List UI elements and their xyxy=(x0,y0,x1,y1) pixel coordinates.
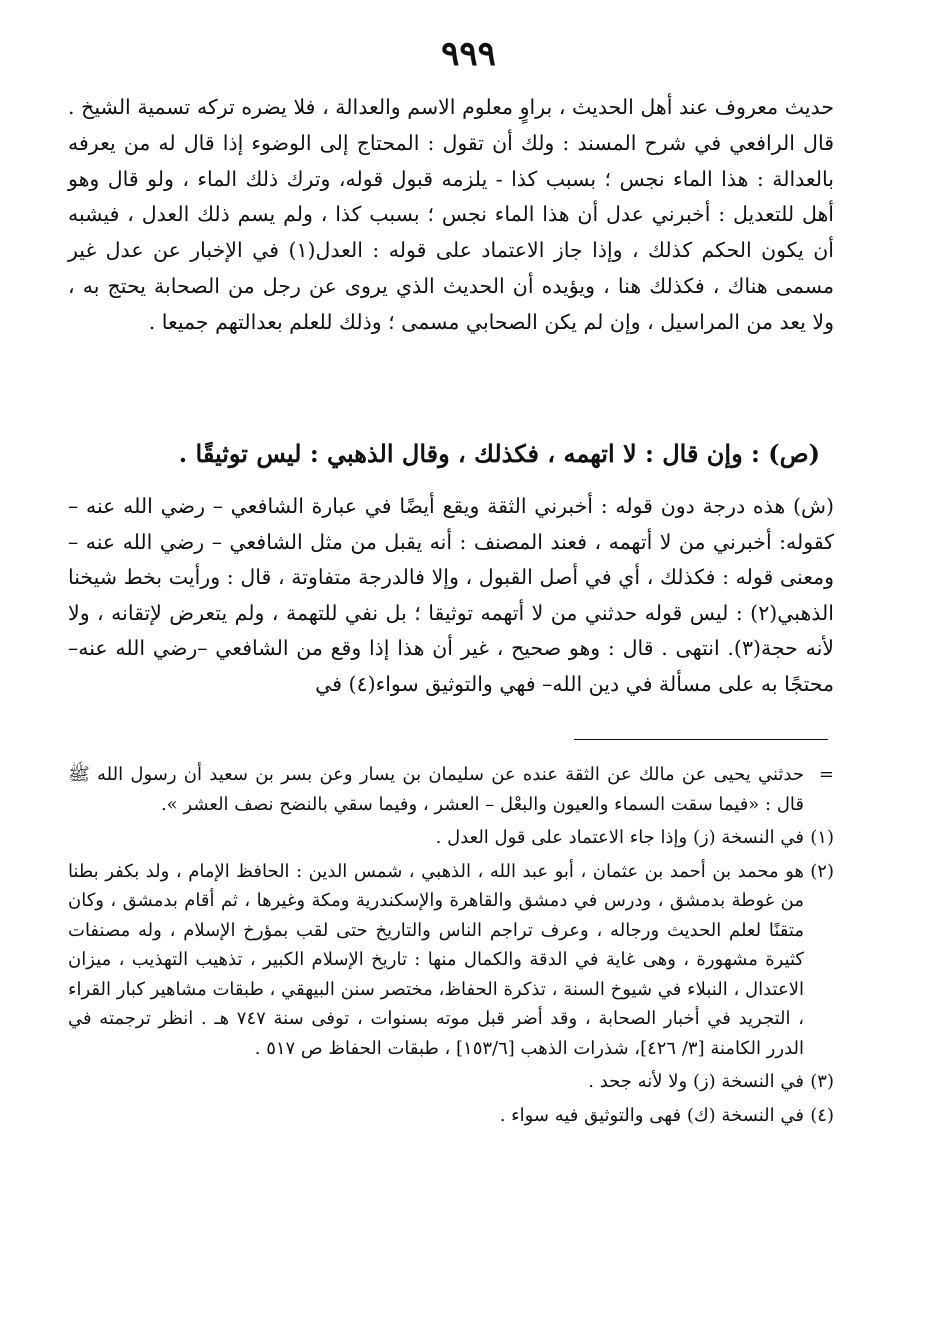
footnote-marker: (٢) xyxy=(810,860,834,882)
footnote-marker: = xyxy=(818,764,834,785)
footnote-3 xyxy=(68,1067,834,1097)
footnote-text: في النسخة (ك) فهى والتوثيق فيه سواء . xyxy=(499,1104,804,1126)
footnote-marker: (٣) xyxy=(810,1071,834,1092)
footnotes xyxy=(68,760,834,1134)
commentary-paragraph: (ش) هذه درجة دون قوله : أخبرني الثقة ويقع أيضًا في عبارة الشافعي – رضي الله عنه – كقوله: أخبرني من لا أتهمه ، فعند المصنف : أنه يقبل من مثل الشافعي – رضي الله عنه – ومعنى قوله : فكذلك ، أي في أصل القبول ، وإلا فالدرجة متفاوتة ، قال : ورأيت بخط شيخنا الذهبي(٢) : ليس قوله حدثني من لا أتهمه توثيقا ؛ بل نفي للتهمة ، ولم يتعرض لإتقانه ، ولا لأنه حجة(٣). انتهى . قال : وهو صحيح ، غير أن هذا إذا وقع من الشافعي –رضي الله عنه– محتجًا به على مسألة في دين الله– فهي والتوثيق سواء(٤) في xyxy=(68,494,834,696)
footnote-marker: (١) xyxy=(810,827,834,848)
footnote-4 xyxy=(68,1101,834,1131)
footnote-marker: (٤) xyxy=(810,1104,834,1126)
footnote-text: حدثني يحيى عن مالك عن الثقة عنده عن سليمان بن يسار وعن بسر بن سعيد أن رسول الله ﷺ قال : «فيما سقت السماء والعيون والبعْل – العشر ، وفيما سقي بالنضح نصف العشر ». xyxy=(68,764,804,815)
footnote-2 xyxy=(68,857,834,1064)
footnote-separator xyxy=(574,739,828,740)
page-number: ٩٩٩ xyxy=(441,34,496,74)
rule-statement: (ص) : وإن قال : لا اتهمه ، فكذلك ، وقال الذهبي : ليس توثيقًا . xyxy=(178,439,820,468)
main-paragraph: حديث معروف عند أهل الحديث ، براوٍ معلوم الاسم والعدالة ، فلا يضره تركه تسمية الشيخ . قال الرافعي في شرح المسند : ولك أن تقول : المحتاج إلى الوضوء إذا قال له من يعرفه بالعدالة : هذا الماء نجس ؛ بسبب كذا - يلزمه قبول قوله، وترك ذلك الماء ، ولو قال وهو أهل للتعديل : أخبرني عدل أن هذا الماء نجس ؛ بسبب كذا ، ولم يسم ذلك العدل ، فيشبه أن يكون الحكم كذلك ، وإذا جاز الاعتماد على قوله : العدل(١) في الإخبار عن عدل غير مسمى هناك ، فكذلك هنا ، ويؤيده أن الحديث الذي يروى عن رجل من الصحابة يحتج به ، ولا يعد من المراسيل ، وإن لم يكن الصحابي مسمى ؛ وذلك للعلم بعدالتهم جميعا . xyxy=(68,95,834,334)
footnote-continuation xyxy=(68,760,834,819)
footnote-text: في النسخة (ز) ولا لأنه جحد . xyxy=(588,1071,804,1092)
footnote-text: في النسخة (ز) وإذا جاء الاعتماد على قول العدل . xyxy=(435,827,804,848)
commentary-text xyxy=(68,489,834,703)
footnote-1 xyxy=(68,823,834,853)
footnote-text: هو محمد بن أحمد بن عثمان ، أبو عبد الله ، الذهبي ، شمس الدين : الحافظ الإمام ، ولد بكفر بطنا من غوطة بدمشق ، ودرس في دمشق والقاهرة والإسكندرية ومكة وغيرها ، ثم أقام بدمشق ، وكان متقنًا لعلم الحديث ورجاله ، وعرف تراجم الناس والتاريخ حتى لقب بمؤرخ الإسلام ، وله مصنفات كثيرة مشهورة ، وهى غاية في الدقة والكمال منها : تاريخ الإسلام الكبير ، تذهيب التهذيب ، ميزان الاعتدال ، النبلاء في شيوخ السنة ، تذكرة الحفاظ، مختصر سنن البيهقي ، طبقات مشاهير كبار القراء ، التجريد في أخبار الصحابة ، وقد أضر قبل موته بسنوات ، توفى سنة ٧٤٧ هـ . انظر ترجمته في الدرر الكامنة [٣/ ٤٢٦]، شذرات الذهب [١٥٣/٦] ، طبقات الحفاظ ص ٥١٧ . xyxy=(68,860,805,1059)
main-text xyxy=(68,90,834,341)
